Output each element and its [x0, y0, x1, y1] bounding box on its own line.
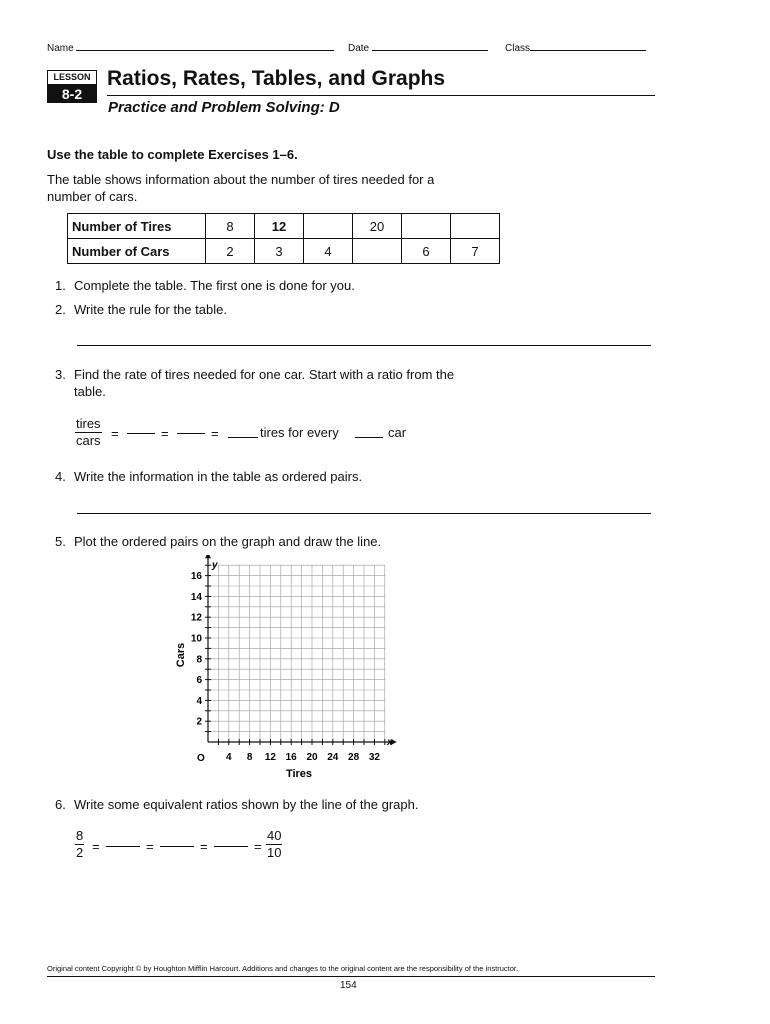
exercise-1-number: 1.	[55, 278, 66, 293]
tires-for-every-text: tires for every	[260, 425, 339, 440]
exercise-2-answer-line[interactable]	[77, 345, 651, 346]
name-blank[interactable]	[76, 40, 334, 51]
equals-sign: =	[200, 839, 208, 854]
equals-sign: =	[92, 839, 100, 854]
table-cell: 4	[304, 239, 353, 264]
x-tick-label: 32	[368, 752, 380, 763]
equals-sign: =	[146, 839, 154, 854]
exercise-3-line-1: Find the rate of tires needed for one car. Start with a ratio from the	[74, 367, 455, 382]
y-axis-label: Cars	[175, 642, 187, 668]
table-cell-blank[interactable]	[451, 214, 500, 239]
exercise-4-text: Write the information in the table as ordered pairs.	[74, 469, 363, 484]
page-title: Ratios, Rates, Tables, and Graphs	[107, 67, 446, 90]
intro-line-1: The table shows information about the number of tires needed for a	[47, 172, 435, 187]
car-count-blank[interactable]	[355, 437, 383, 438]
first-ratio-numerator: 8	[76, 828, 84, 843]
row-label-cars: Number of Cars	[68, 239, 206, 264]
table-cell: 6	[402, 239, 451, 264]
exercise-4-answer-line[interactable]	[77, 513, 651, 514]
equivalent-ratio-blank[interactable]	[106, 846, 140, 847]
class-blank[interactable]	[530, 40, 646, 51]
x-tick-labels	[226, 752, 380, 763]
page-number: 154	[340, 980, 357, 991]
exercise-2-text: Write the rule for the table.	[74, 302, 227, 317]
axes	[205, 555, 397, 745]
exercise-3-line-2: table.	[74, 384, 106, 399]
ratio-blank[interactable]	[127, 433, 155, 434]
exercise-4-number: 4.	[55, 469, 66, 484]
table-cell: 2	[206, 239, 255, 264]
x-tick-label: 12	[264, 752, 276, 763]
name-label: Name	[47, 43, 74, 54]
table-row-tires	[68, 214, 500, 239]
exercise-3-number: 3.	[55, 367, 66, 382]
last-ratio	[266, 828, 282, 860]
y-tick-label: 16	[190, 571, 202, 583]
class-field[interactable]	[505, 40, 646, 54]
y-tick-label: 2	[196, 716, 202, 728]
page-subtitle: Practice and Problem Solving: D	[108, 99, 340, 116]
tires-cars-fraction	[75, 416, 102, 448]
x-tick-label: 4	[226, 752, 232, 763]
ratio-blank[interactable]	[177, 433, 205, 434]
y-tick-label: 10	[190, 633, 202, 645]
exercise-1-text: Complete the table. The first one is done for you.	[74, 278, 355, 293]
x-axis-letter: x	[387, 737, 393, 748]
class-label: Class	[505, 43, 531, 54]
y-tick-label: 14	[190, 591, 202, 603]
exercise-6-text: Write some equivalent ratios shown by the line of the graph.	[74, 797, 419, 812]
table-cell: 12	[255, 214, 304, 239]
y-axis-letter: y	[212, 560, 218, 571]
date-blank[interactable]	[372, 40, 488, 51]
table-cell-blank[interactable]	[304, 214, 353, 239]
tick-marks	[205, 565, 385, 745]
car-text: car	[388, 425, 407, 440]
table-cell: 7	[451, 239, 500, 264]
instructions: Use the table to complete Exercises 1–6.	[47, 147, 298, 162]
last-ratio-numerator: 40	[267, 828, 282, 843]
x-tick-label: 16	[285, 752, 297, 763]
intro-line-2: number of cars.	[47, 189, 138, 204]
first-ratio	[75, 828, 84, 860]
exercise-6-number: 6.	[55, 797, 66, 812]
exercise-5-number: 5.	[55, 534, 66, 549]
equals-sign: =	[161, 426, 169, 441]
table-cell: 3	[255, 239, 304, 264]
copyright-footer: Original content Copyright © by Houghton Mifflin Harcourt. Additions and changes to the original content are the responsibility of the instructor.	[47, 964, 519, 973]
grid-lines	[208, 565, 385, 742]
lesson-badge-number: 8-2	[47, 85, 97, 103]
fraction-denominator: cars	[76, 433, 101, 448]
y-tick-labels	[191, 571, 203, 728]
y-tick-label: 8	[196, 654, 202, 666]
table-cell: 20	[353, 214, 402, 239]
fraction-numerator: tires	[76, 416, 101, 431]
equals-sign: =	[111, 426, 119, 441]
date-field[interactable]	[348, 40, 488, 54]
equals-sign: =	[211, 426, 219, 441]
lesson-badge	[47, 70, 97, 104]
date-label: Date	[348, 43, 370, 54]
lesson-badge-label: LESSON	[47, 70, 97, 85]
equals-sign: =	[254, 839, 262, 854]
exercise-5-text: Plot the ordered pairs on the graph and draw the line.	[74, 534, 382, 549]
y-tick-label: 4	[196, 695, 202, 707]
y-axis-arrow	[205, 555, 211, 558]
table-cell: 8	[206, 214, 255, 239]
origin-label: O	[197, 753, 205, 764]
x-tick-label: 8	[246, 752, 253, 763]
x-tick-label: 20	[306, 752, 318, 763]
equivalent-ratio-blank[interactable]	[214, 846, 248, 847]
title-divider	[107, 95, 655, 96]
table-cell-blank[interactable]	[402, 214, 451, 239]
coordinate-grid[interactable]	[160, 555, 410, 785]
exercise-2-number: 2.	[55, 302, 66, 317]
table-cell-blank[interactable]	[353, 239, 402, 264]
first-ratio-denominator: 2	[76, 845, 84, 860]
table-row-cars	[68, 239, 500, 264]
row-label-tires: Number of Tires	[68, 214, 206, 239]
y-tick-label: 12	[190, 612, 202, 624]
x-tick-label: 24	[327, 752, 339, 763]
footer-divider	[47, 976, 655, 977]
x-tick-label: 28	[348, 752, 360, 763]
last-ratio-denominator: 10	[267, 845, 282, 860]
tires-rate-blank[interactable]	[228, 437, 258, 438]
y-tick-label: 6	[196, 675, 202, 687]
x-axis-label: Tires	[285, 768, 313, 780]
equivalent-ratio-blank[interactable]	[160, 846, 194, 847]
name-field[interactable]	[47, 40, 334, 54]
tires-cars-table	[67, 213, 500, 264]
